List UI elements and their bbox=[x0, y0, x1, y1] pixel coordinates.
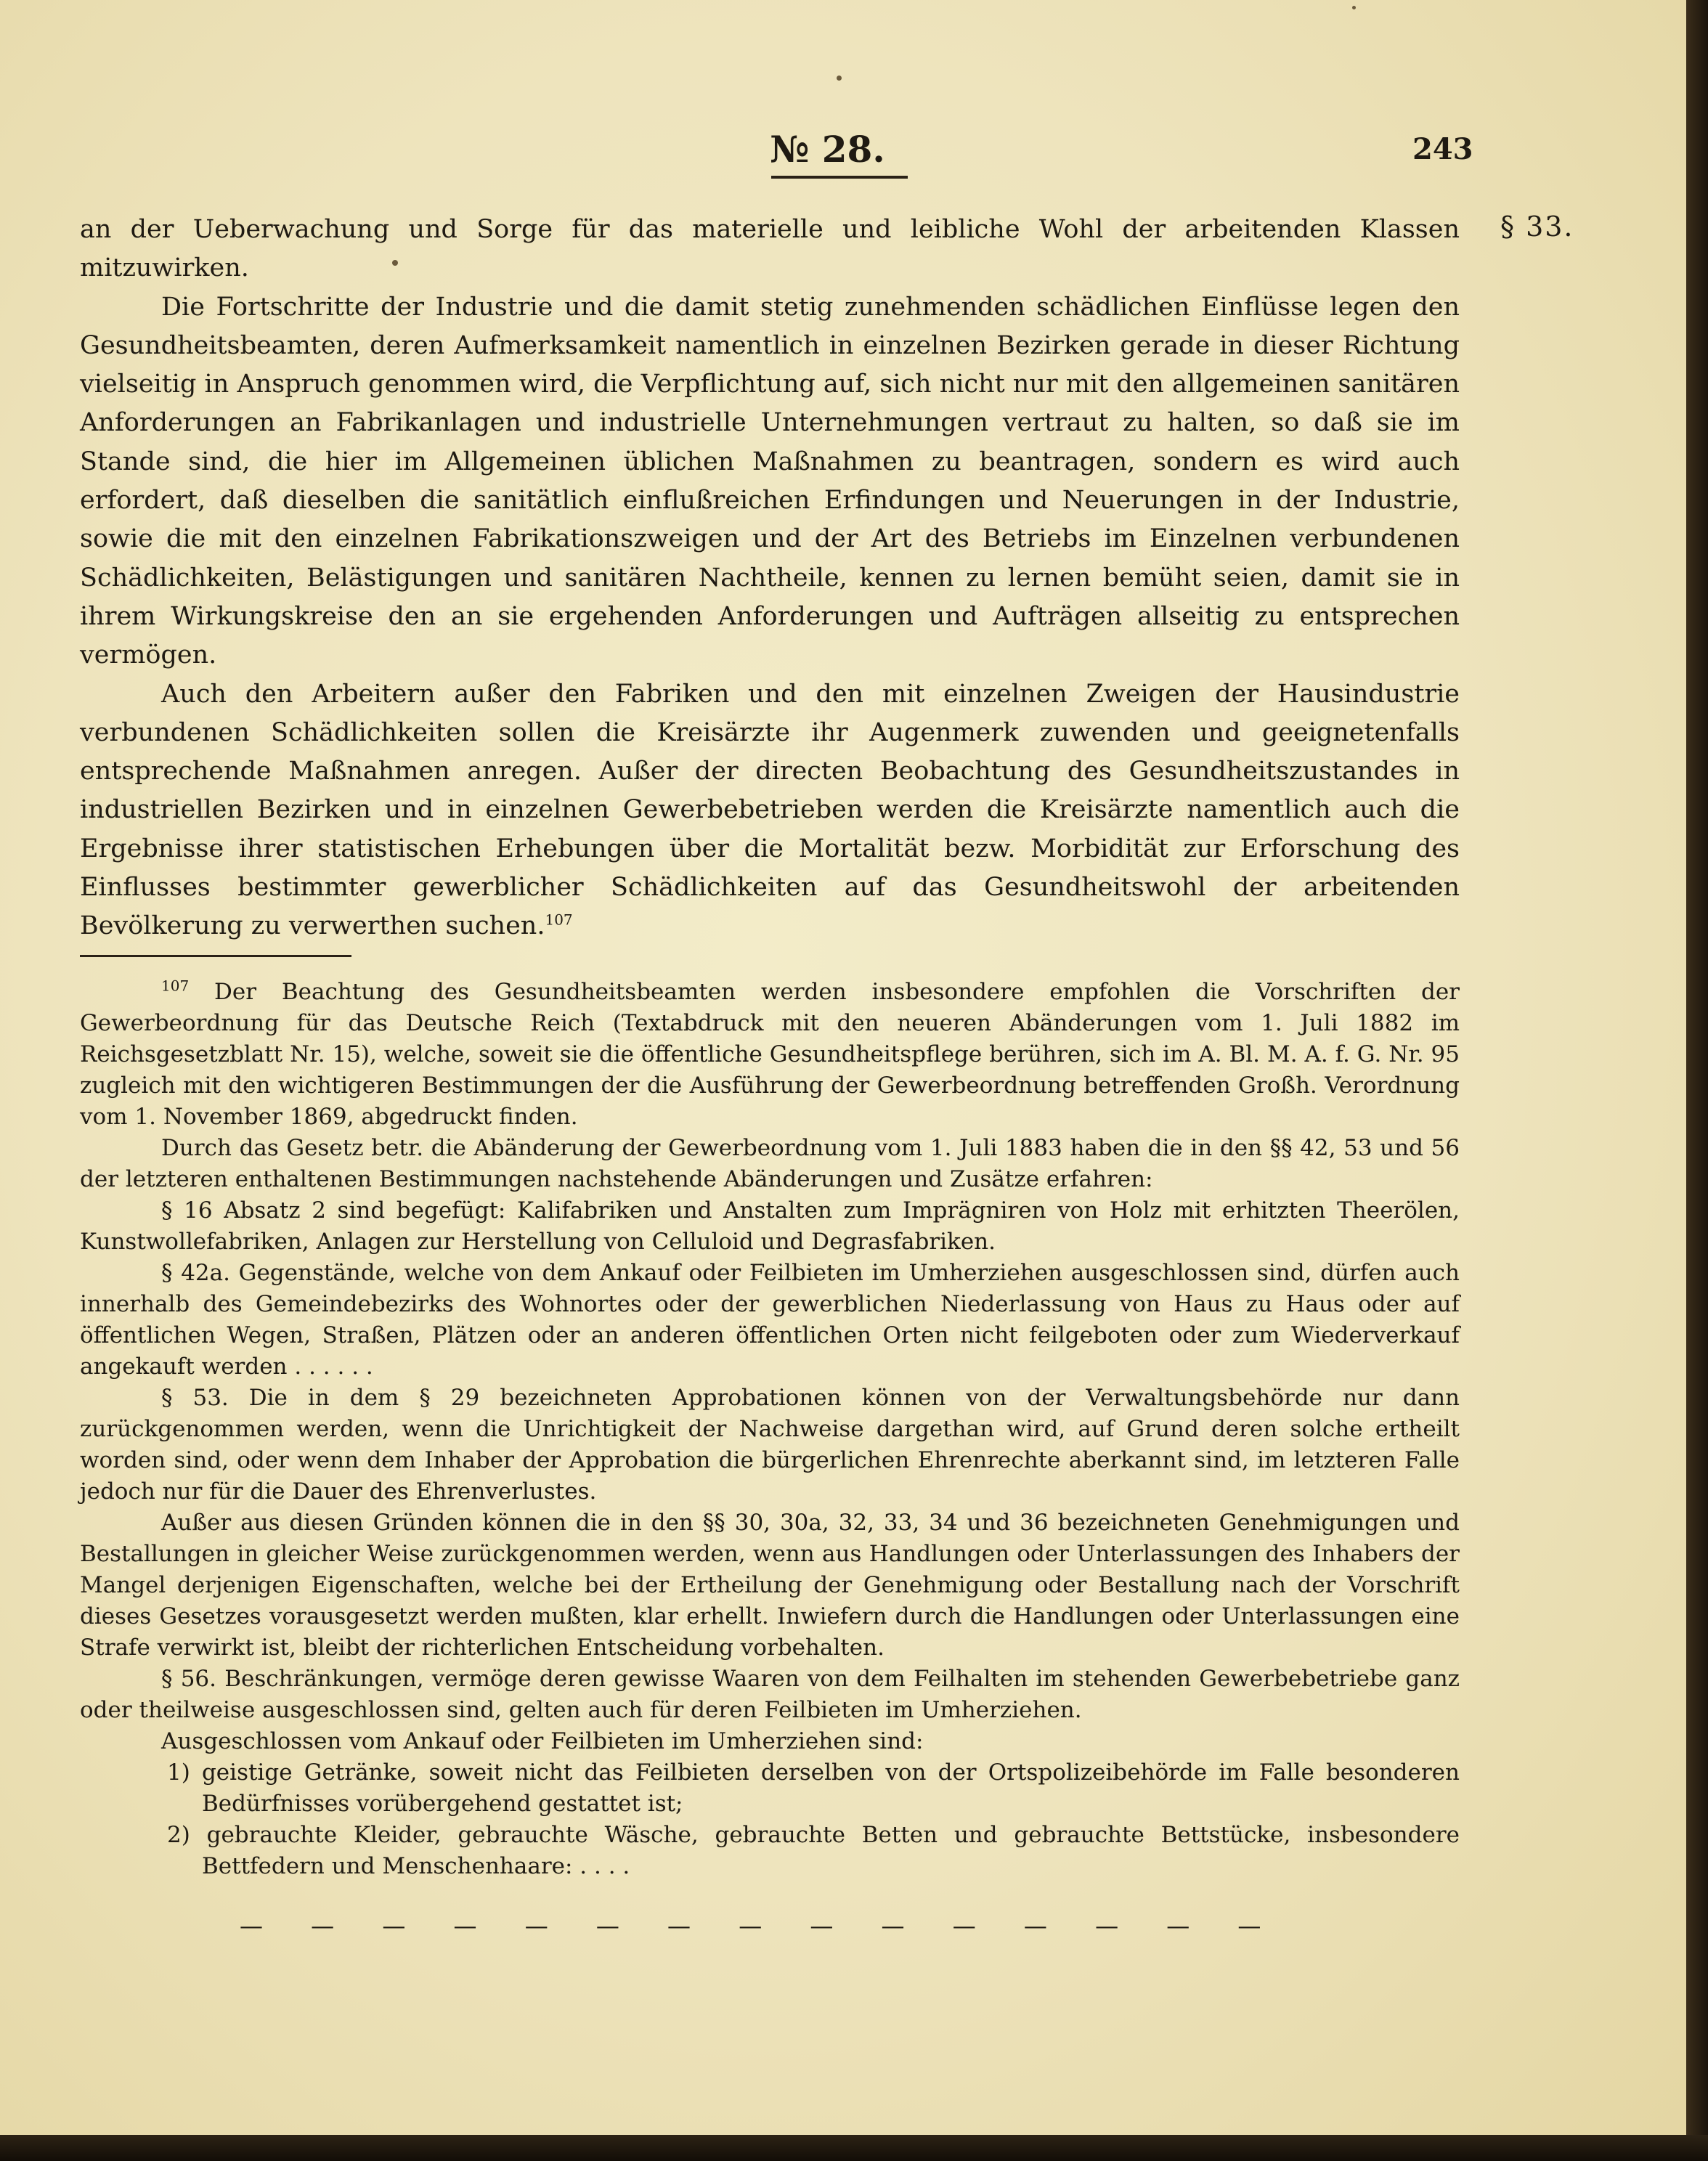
body-paragraph-1: an der Ueberwachung und Sorge für das materielle und leibliche Wohl der arbeitenden Klassen mitzuwirken. bbox=[80, 215, 1460, 283]
page-number: 243 bbox=[1412, 132, 1473, 166]
footnotes bbox=[80, 977, 1460, 1882]
footnote-paragraph-4: § 42a. Gegenstände, welche von dem Ankauf oder Feilbieten im Umherziehen ausgeschlossen sind, dürfen auch innerhalb des Gemeindebezirks des Wohnortes oder der gewerblichen Niederlassung von Haus zu Haus oder auf öffentlichen Wegen, Straßen, Plätzen oder an anderen öffentlichen Orten nicht feilgeboten oder zum Wiederverkauf angekauft werden . . . . . . bbox=[80, 1260, 1460, 1380]
footnote-paragraph-8: Ausgeschlossen vom Ankauf oder Feilbieten im Umherziehen sind: bbox=[161, 1728, 924, 1754]
footnote-paragraph-7: § 56. Beschränkungen, vermöge deren gewisse Waaren von dem Feilhalten im stehenden Gewerbebetriebe ganz oder theilweise ausgeschlossen sind, gelten auch für deren Feilbieten im Umherziehen. bbox=[80, 1666, 1460, 1723]
page-header bbox=[80, 128, 1473, 186]
issue-underline bbox=[771, 176, 908, 179]
scan-edge-right bbox=[1686, 0, 1708, 2161]
footnote-divider bbox=[80, 955, 351, 957]
issue-number: № 28. bbox=[770, 128, 885, 171]
paper-speck bbox=[837, 76, 842, 81]
footnote-paragraph-3: § 16 Absatz 2 sind begefügt: Kalifabriken und Anstalten zum Imprägniren von Holz mit erhitzten Theerölen, Kunstwollefabriken, Anlagen zur Herstellung von Celluloid und Degrasfabriken. bbox=[80, 1197, 1460, 1255]
footnote-paragraph-1 bbox=[80, 977, 1460, 1133]
paper-speck bbox=[1352, 6, 1356, 9]
paper-speck bbox=[392, 260, 398, 266]
footnote-number: 107 bbox=[161, 977, 190, 995]
footnote-paragraph-2: Durch das Gesetz betr. die Abänderung der Gewerbeordnung vom 1. Juli 1883 haben die in den §§ 42, 53 und 56 der letzteren enthaltenen Bestimmungen nachstehende Abänderungen und Zusätze erfahren: bbox=[80, 1135, 1460, 1192]
footnote-reference: 107 bbox=[545, 911, 573, 929]
body-paragraph-3 bbox=[80, 675, 1460, 946]
footnote-list-item-2: 2) gebrauchte Kleider, gebrauchte Wäsche, gebrauchte Betten und gebrauchte Bettstücke, insbesondere Bettfedern und Menschenhaare: . . . . bbox=[167, 1822, 1460, 1879]
body-paragraph-3-text: Auch den Arbeitern außer den Fabriken und den mit einzelnen Zweigen der Hausindustrie verbundenen Schädlichkeiten sollen die Kreisärzte ihr Augenmerk zuwenden und geeignetenfalls entsprechende Maßnahmen anregen. Außer der directen Beobachtung des Gesundheitszustandes in industriellen Bezirken und in einzelnen Gewerbebetrieben werden die Kreisärzte namentlich auch die Ergebnisse ihrer statistischen Erhebungen über die Mortalität bezw. Morbidität zur Erforschung des Einflusses bestimmter gewerblicher Schädlichkeiten auf das Gesundheitswohl der arbeitenden Bevölkerung zu verwerthen suchen. bbox=[80, 679, 1460, 941]
footnote-list-item-1: 1) geistige Getränke, soweit nicht das Feilbieten derselben von der Ortspolizeibehörde im Falle besonderen Bedürfnisses vorübergehend gestattet ist; bbox=[167, 1759, 1460, 1817]
body-paragraph-2: Die Fortschritte der Industrie und die damit stetig zunehmenden schädlichen Einflüsse legen den Gesundheitsbeamten, deren Aufmerksamkeit namentlich in einzelnen Bezirken gerade in dieser Richtung vielseitig in Anspruch genommen wird, die Verpflichtung auf, sich nicht nur mit den allgemeinen sanitären Anforderungen an Fabrikanlagen und industrielle Unternehmungen vertraut zu halten, so daß sie im Stande sind, die hier im Allgemeinen üblichen Maßnahmen zu beantragen, sondern es wird auch erfordert, daß dieselben die sanitätlich einflußreichen Erfindungen und Neuerungen in der Industrie, sowie die mit den einzelnen Fabrikationszweigen und der Art des Betriebs im Einzelnen verbundenen Schädlichkeiten, Belästigungen und sanitären Nachtheile, kennen zu lernen bemüht seien, damit sie in ihrem Wirkungskreise den an sie ergehenden Anforderungen und Aufträgen allseitig zu entsprechen vermögen. bbox=[80, 292, 1460, 670]
footnote-paragraph-1-text: Der Beachtung des Gesundheitsbeamten werden insbesondere empfohlen die Vorschriften der Gewerbeordnung für das Deutsche Reich (Textabdruck mit den neueren Abänderungen vom 1. Juli 1882 im Reichsgesetzblatt Nr. 15), welche, soweit sie die öffentliche Gesundheitspflege berühren, sich im A. Bl. M. A. f. G. Nr. 95 zugleich mit den wichtigeren Bestimmungen der die Ausführung der Gewerbeordnung betreffenden Großh. Verordnung vom 1. November 1869, abgedruckt finden. bbox=[80, 979, 1460, 1130]
margin-section-number: § 33. bbox=[1500, 211, 1574, 243]
scan-edge-bottom bbox=[0, 2135, 1708, 2161]
main-text bbox=[80, 211, 1460, 946]
footnote-paragraph-5: § 53. Die in dem § 29 bezeichneten Approbationen können von der Verwaltungsbehörde nur dann zurückgenommen werden, wenn die Unrichtigkeit der Nachweise dargethan wird, auf Grund deren solche ertheilt worden sind, oder wenn dem Inhaber der Approbation die bürgerlichen Ehrenrechte aberkannt sind, im letzteren Falle jedoch nur für die Dauer des Ehrenverlustes. bbox=[80, 1385, 1460, 1505]
footnote-paragraph-6: Außer aus diesen Gründen können die in den §§ 30, 30a, 32, 33, 34 und 36 bezeichneten Genehmigungen und Bestallungen in gleicher Weise zurückgenommen werden, wenn aus Handlungen oder Unterlassungen des Inhabers der Mangel derjenigen Eigenschaften, welche bei der Ertheilung der Genehmigung oder Bestallung nach der Vorschrift dieses Gesetzes vorausgesetzt werden mußten, klar erhellt. Inwiefern durch die Handlungen oder Unterlassungen eine Strafe verwirkt ist, bleibt der richterlichen Entscheidung vorbehalten. bbox=[80, 1510, 1460, 1661]
omission-dashes: — — — — — — — — — — — — — — — bbox=[240, 1912, 1282, 1940]
